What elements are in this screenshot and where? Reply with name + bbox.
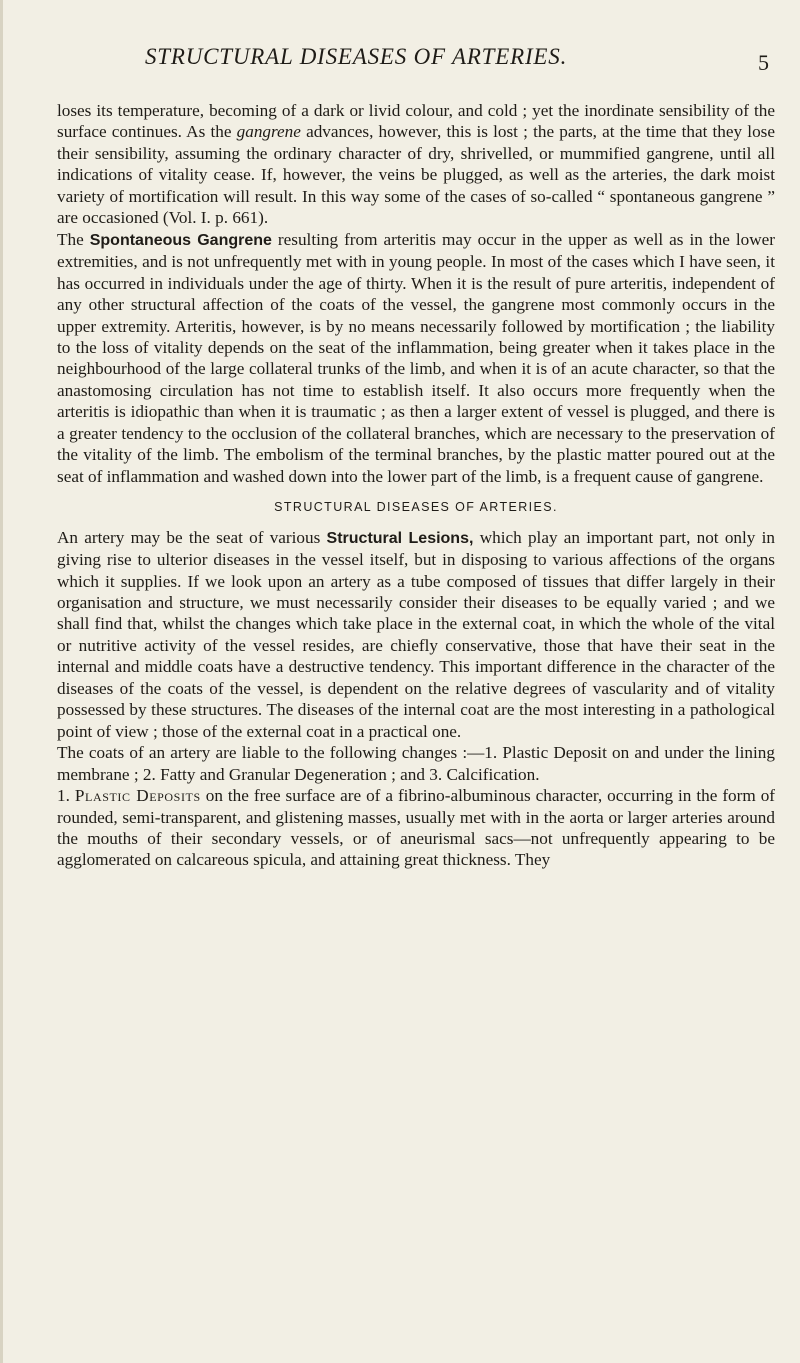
running-title: STRUCTURAL DISEASES OF ARTERIES.	[145, 44, 568, 69]
paragraph-5-text-b: on the free surface are of a fibrino-albuminous character, occurring in the form of rounded, semi-transparent, and glistening masses, usually met with in the aorta or larger arteries around the mouths of their secondary vessels, or of aneurismal sacs—not unfrequently appearing to be agglomerated on calcareous spicula, and attaining great thickness. They	[57, 786, 776, 870]
smallcaps-term-plastic-deposits: Plastic Deposits	[74, 786, 201, 806]
paragraph-3	[57, 527, 775, 743]
bold-term-spontaneous-gangrene: Spontaneous Gangrene	[89, 231, 272, 249]
paragraph-3-text-a: An artery may be the seat of various	[57, 527, 327, 547]
italic-term-gangrene: gangrene	[236, 122, 301, 142]
text-body	[57, 100, 775, 871]
paragraph-2-text-b: resulting from arteritis may occur in the upper as well as in the lower extremities, and is not unfrequently met with in young people. In most of the cases which I have seen, it has occurred in individuals under the age of thirty. When it is the result of pure arteritis, independent of any other structural affection of the coats of the vessel, the gangrene most commonly occurs in the upper extremity. Arteritis, however, is by no means necessarily followed by mortification ; the liability to the loss of vitality depends on the seat of the inflammation, being greater when it takes place in the neighbourhood of the large collateral trunks of the limb, and when it is of an acute character, so that the anastomosing circulation has not time to establish itself. It also occurs more frequently when the arteritis is idiopathic than when it is traumatic ; as then a larger extent of vessel is plugged, and there is a greater tendency to the occlusion of the collateral branches, which are necessary to the preservation of the vitality of the limb. The embolism of the terminal branches, by the plastic matter poured out at the seat of inflammation and washed down into the lower part of the limb, is a frequent cause of gangrene.	[57, 229, 776, 486]
page-edge-shadow	[0, 0, 3, 1363]
paragraph-2-text-a: The	[57, 229, 90, 249]
section-heading: STRUCTURAL DISEASES OF ARTERIES.	[274, 500, 558, 515]
paragraph-2	[57, 229, 775, 487]
bold-term-structural-lesions: Structural Lesions,	[326, 529, 474, 547]
paragraph-5	[57, 785, 775, 871]
page-number: 5	[758, 50, 769, 75]
paragraph-4: The coats of an artery are liable to the following changes :—1. Plastic Deposit on and under the lining membrane ; 2. Fatty and Granular Degeneration ; and 3. Calcification.	[57, 743, 775, 784]
running-head	[0, 44, 800, 84]
paragraph-1-text-a: loses its temperature, becoming of a dark or livid colour, and cold ; yet the inordinate sensibility of the surface continues. As the	[57, 101, 775, 142]
paragraph-3-text-b: which play an important part, not only in giving rise to ulterior diseases in the vessel itself, but in disposing to various affections of the organs which it supplies. If we look upon an artery as a tube composed of tissues that differ largely in their organisation and structure, we must necessarily consider their diseases to be equally varied ; and we shall find that, whilst the changes which take place in the external coat, in which the whole of the vital or nutritive activity of the vessel resides, are chiefly conservative, those that have their seat in the internal and middle coats have a destructive tendency. This important difference in the character of the diseases of the coats of the vessel, is dependent on the relative degrees of vascularity and of vitality possessed by these structures. The diseases of the internal coat are the most interesting in a pathological point of view ; those of the external coat in a practical one.	[57, 527, 776, 741]
paragraph-5-number: 1.	[57, 786, 75, 806]
paragraph-1	[57, 100, 775, 229]
paragraph-1-text-b: advances, however, this is lost ; the parts, at the time that they lose their sensibility, assuming the ordinary character of dry, shrivelled, or mummified gangrene, until all indications of vitality cease. If, however, the veins be plugged, as well as the arteries, the dark moist variety of mortification will result. In this way some of the cases of so-called “ spontaneous gangrene ” are occasioned (Vol. I. p. 661).	[57, 122, 775, 228]
